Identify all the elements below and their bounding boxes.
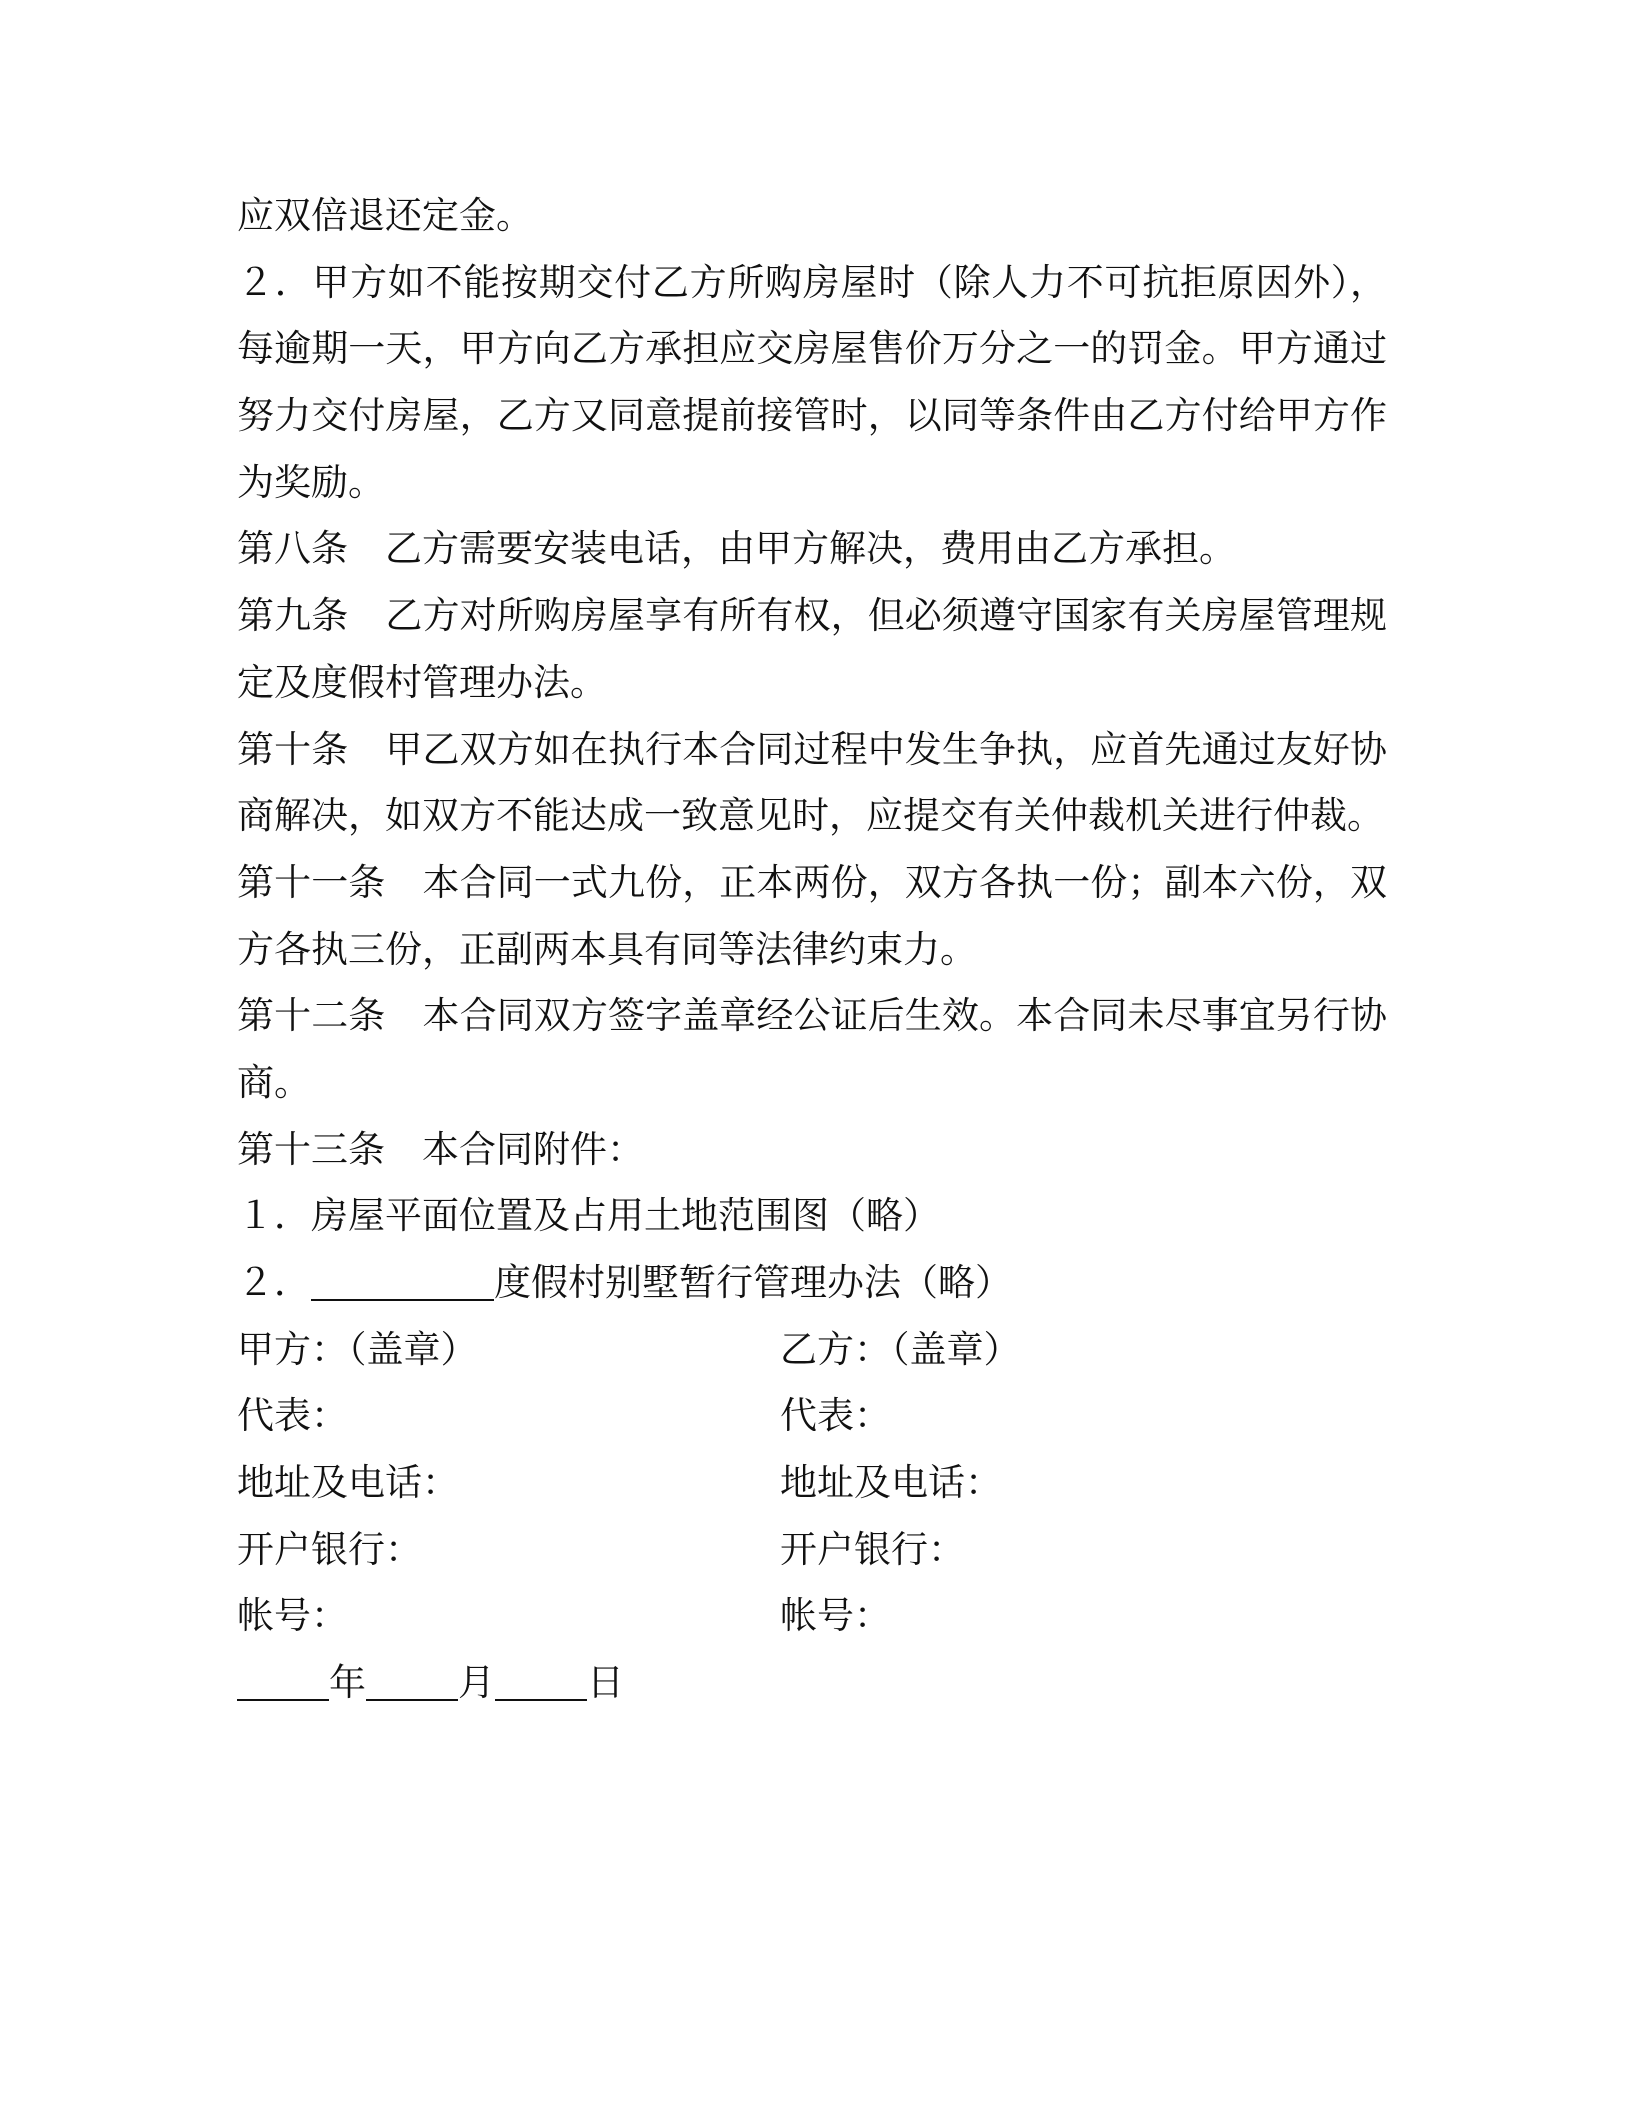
year-label: 年 — [329, 1661, 366, 1705]
party-b-representative-label: 代表： — [780, 1394, 891, 1438]
attachment-2-prefix: ２． — [237, 1261, 311, 1304]
clause-12-line-1: 第十二条 本合同双方签字盖章经公证后生效。本合同未尽事宜另行协 — [237, 994, 1387, 1038]
month-blank — [366, 1665, 458, 1701]
date-line — [237, 1650, 1387, 1717]
day-blank — [495, 1665, 587, 1701]
party-a-bank-label: 开户银行： — [237, 1527, 422, 1571]
party-b-bank-label: 开户银行： — [780, 1527, 965, 1571]
resort-name-blank — [311, 1265, 494, 1301]
attachment-2-line — [237, 1250, 1387, 1317]
party-b-seal-label: 乙方：（盖章） — [780, 1327, 1021, 1371]
contract-body — [237, 183, 1387, 1717]
signature-row-bank — [237, 1517, 1387, 1584]
clause-7-2-line-2: 每逾期一天，甲方向乙方承担应交房屋售价万分之一的罚金。甲方通过 — [237, 327, 1387, 371]
party-a-address-label: 地址及电话： — [237, 1461, 459, 1505]
signature-row-account — [237, 1583, 1387, 1650]
clause-7-2-line-3: 努力交付房屋，乙方又同意提前接管时，以同等条件由乙方付给甲方作 — [237, 394, 1387, 438]
clause-10-line-2: 商解决，如双方不能达成一致意见时，应提交有关仲裁机关进行仲裁。 — [237, 794, 1384, 838]
clause-12-line-2: 商。 — [237, 1060, 311, 1104]
clause-7-2-line-4: 为奖励。 — [237, 460, 385, 504]
clause-9-line-2: 定及度假村管理办法。 — [237, 660, 607, 704]
party-a-account-label: 帐号： — [237, 1594, 348, 1638]
clause-13-heading: 第十三条 本合同附件： — [237, 1127, 644, 1171]
clause-8-line: 第八条 乙方需要安装电话，由甲方解决，费用由乙方承担。 — [237, 527, 1236, 571]
clause-10-line-1: 第十条 甲乙双方如在执行本合同过程中发生争执，应首先通过友好协 — [237, 727, 1387, 771]
signature-row-address — [237, 1450, 1387, 1517]
party-b-account-label: 帐号： — [780, 1594, 891, 1638]
clause-7-2-line-1: ２．甲方如不能按期交付乙方所购房屋时（除人力不可抗拒原因外）， — [237, 260, 1387, 304]
clause-9-line-1: 第九条 乙方对所购房屋享有所有权，但必须遵守国家有关房屋管理规 — [237, 594, 1387, 638]
clause-7-1-tail-line: 应双倍退还定金。 — [237, 194, 533, 237]
month-label: 月 — [458, 1661, 495, 1705]
party-a-representative-label: 代表： — [237, 1394, 348, 1438]
day-label: 日 — [587, 1661, 624, 1705]
clause-11-line-1: 第十一条 本合同一式九份，正本两份，双方各执一份；副本六份，双 — [237, 860, 1387, 904]
signature-row-representative — [237, 1383, 1387, 1450]
party-b-address-label: 地址及电话： — [780, 1461, 1002, 1505]
attachment-2-suffix: 度假村别墅暂行管理办法（略） — [494, 1261, 1012, 1304]
party-a-seal-label: 甲方：（盖章） — [237, 1327, 478, 1371]
attachment-1-line: １．房屋平面位置及占用土地范围图（略） — [237, 1194, 940, 1238]
year-blank — [237, 1665, 329, 1701]
signature-row-seal — [237, 1317, 1387, 1384]
clause-11-line-2: 方各执三份，正副两本具有同等法律约束力。 — [237, 927, 977, 971]
